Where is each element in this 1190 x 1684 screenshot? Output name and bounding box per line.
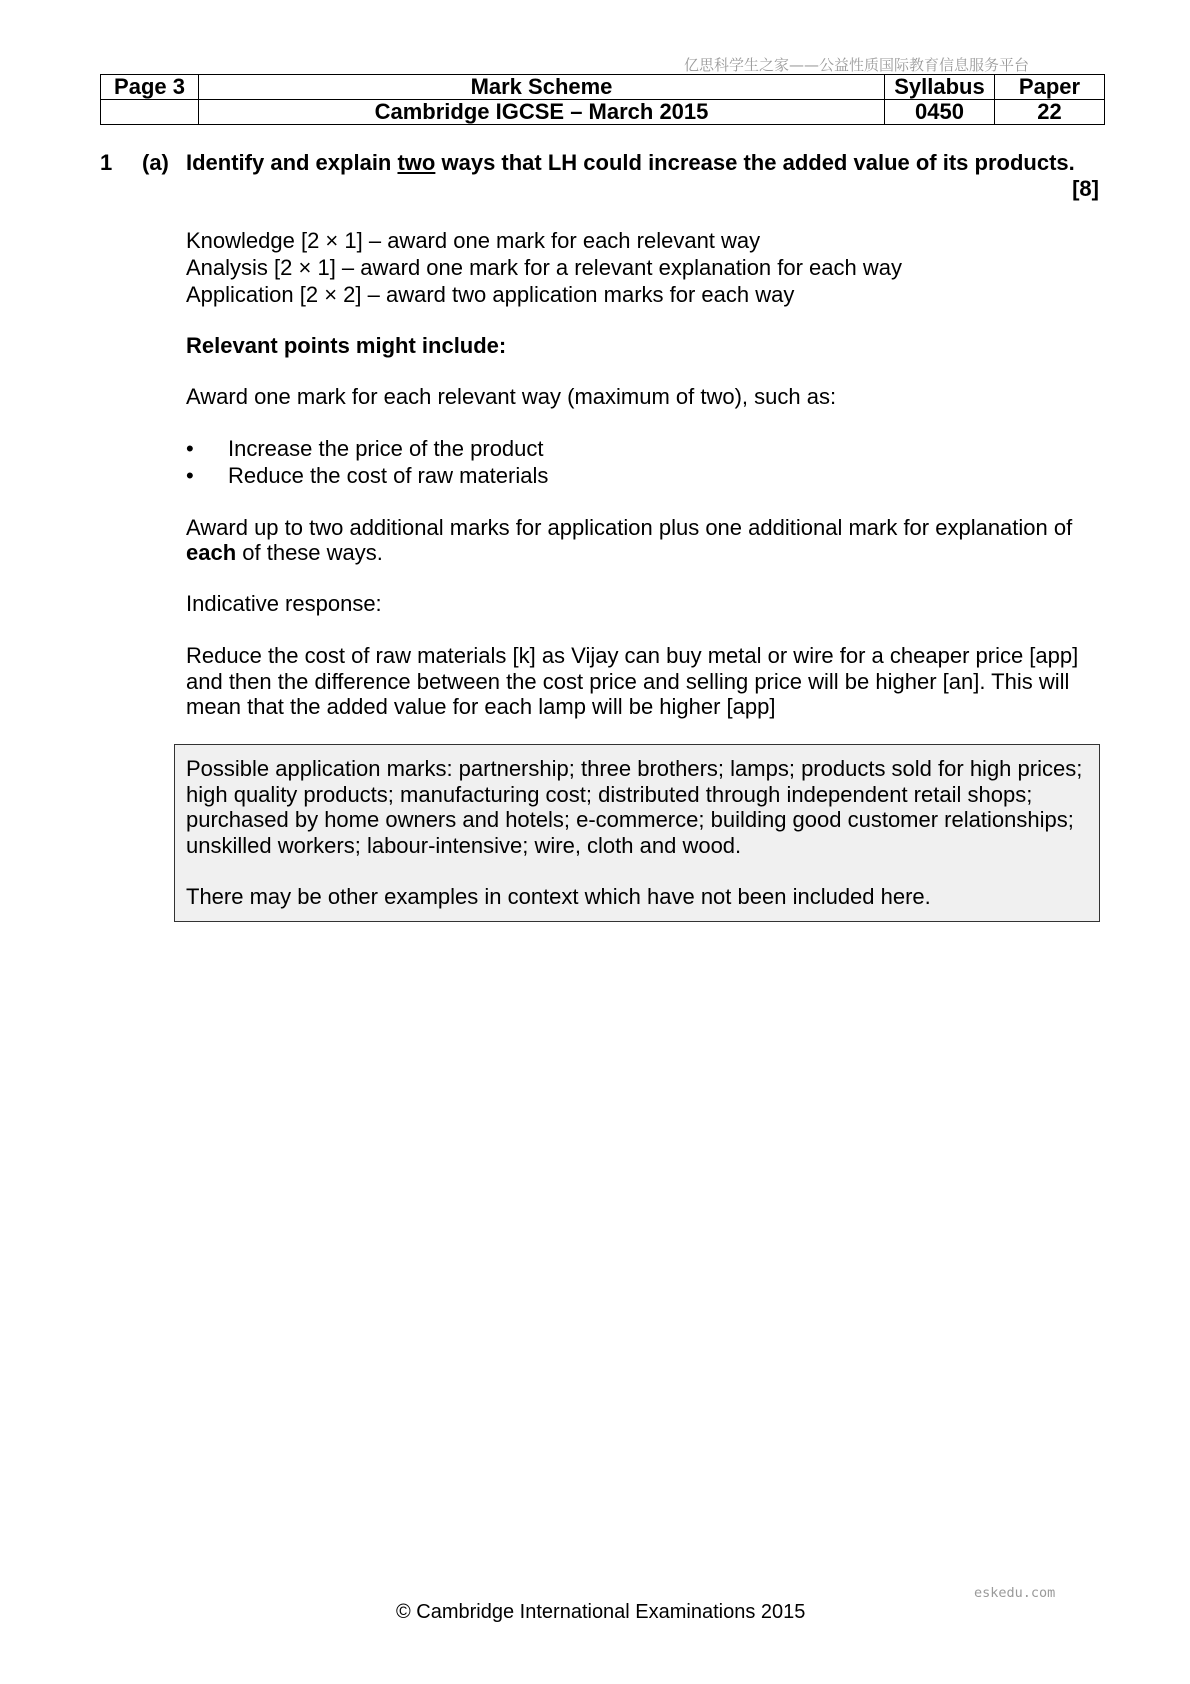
application-marks-line: Possible application marks: partnership; three brothers; lamps; products sold for high prices;	[186, 756, 1083, 781]
list-item	[186, 463, 1086, 489]
award-intro: Award one mark for each relevant way (maximum of two), such as:	[186, 384, 837, 409]
application-marks-line: unskilled workers; labour-intensive; wire, cloth and wood.	[186, 833, 742, 858]
criteria-application: Application [2 × 2] – award two application marks for each way	[186, 282, 795, 307]
application-marks-note: There may be other examples in context which have not been included here.	[186, 884, 931, 909]
bullet-text: Increase the price of the product	[228, 436, 544, 461]
syllabus-label: Syllabus	[885, 75, 995, 100]
exam-session: Cambridge IGCSE – March 2015	[199, 100, 885, 125]
emphasis-each: each	[186, 540, 237, 565]
copyright-footer: © Cambridge International Examinations 2015	[396, 1601, 806, 1623]
application-marks-line: purchased by home owners and hotels; e-commerce; building good customer relationships;	[186, 807, 1074, 832]
indicative-response-label: Indicative response:	[186, 591, 382, 616]
question-part: (a)	[142, 150, 169, 175]
application-marks-line: high quality products; manufacturing cost; distributed through independent retail shops;	[186, 782, 1033, 807]
paper-label: Paper	[995, 75, 1105, 100]
question-text-start: Identify and explain	[186, 150, 398, 175]
question-text-end: ways that LH could increase the added value of its products.	[435, 150, 1075, 175]
top-watermark: 亿思科学生之家——公益性质国际教育信息服务平台	[684, 56, 1030, 74]
header-row-1	[101, 75, 1105, 100]
empty-cell	[101, 100, 199, 125]
page-label: Page 3	[101, 75, 199, 100]
question-text-underlined: two	[397, 150, 436, 175]
question-text	[186, 150, 1075, 176]
bullet-icon: •	[186, 436, 194, 461]
indicative-response-line: mean that the added value for each lamp will be higher [app]	[186, 694, 776, 719]
indicative-response-line: and then the difference between the cost price and selling price will be higher [an]. This will	[186, 669, 1070, 694]
criteria-analysis: Analysis [2 × 1] – award one mark for a relevant explanation for each way	[186, 255, 902, 280]
award-additional-rest: of these ways.	[236, 540, 383, 565]
application-marks-box	[174, 744, 1100, 922]
document-title: Mark Scheme	[199, 75, 885, 100]
list-item	[186, 436, 1086, 462]
paper-number: 22	[995, 100, 1105, 125]
question-marks: [8]	[1072, 176, 1099, 201]
header-table	[100, 74, 1105, 125]
bottom-watermark: eskedu.com	[974, 1585, 1056, 1601]
award-additional-line-1: Award up to two additional marks for application plus one additional mark for explanation of	[186, 515, 1073, 540]
criteria-knowledge: Knowledge [2 × 1] – award one mark for each relevant way	[186, 228, 761, 253]
indicative-response-line: Reduce the cost of raw materials [k] as Vijay can buy metal or wire for a cheaper price [app]	[186, 643, 1079, 668]
bullet-text: Reduce the cost of raw materials	[228, 463, 549, 488]
question-number: 1	[100, 150, 113, 175]
award-additional-line-2	[186, 540, 383, 566]
header-row-2	[101, 100, 1105, 125]
bullet-icon: •	[186, 463, 194, 488]
relevant-points-heading: Relevant points might include:	[186, 333, 507, 358]
syllabus-code: 0450	[885, 100, 995, 125]
